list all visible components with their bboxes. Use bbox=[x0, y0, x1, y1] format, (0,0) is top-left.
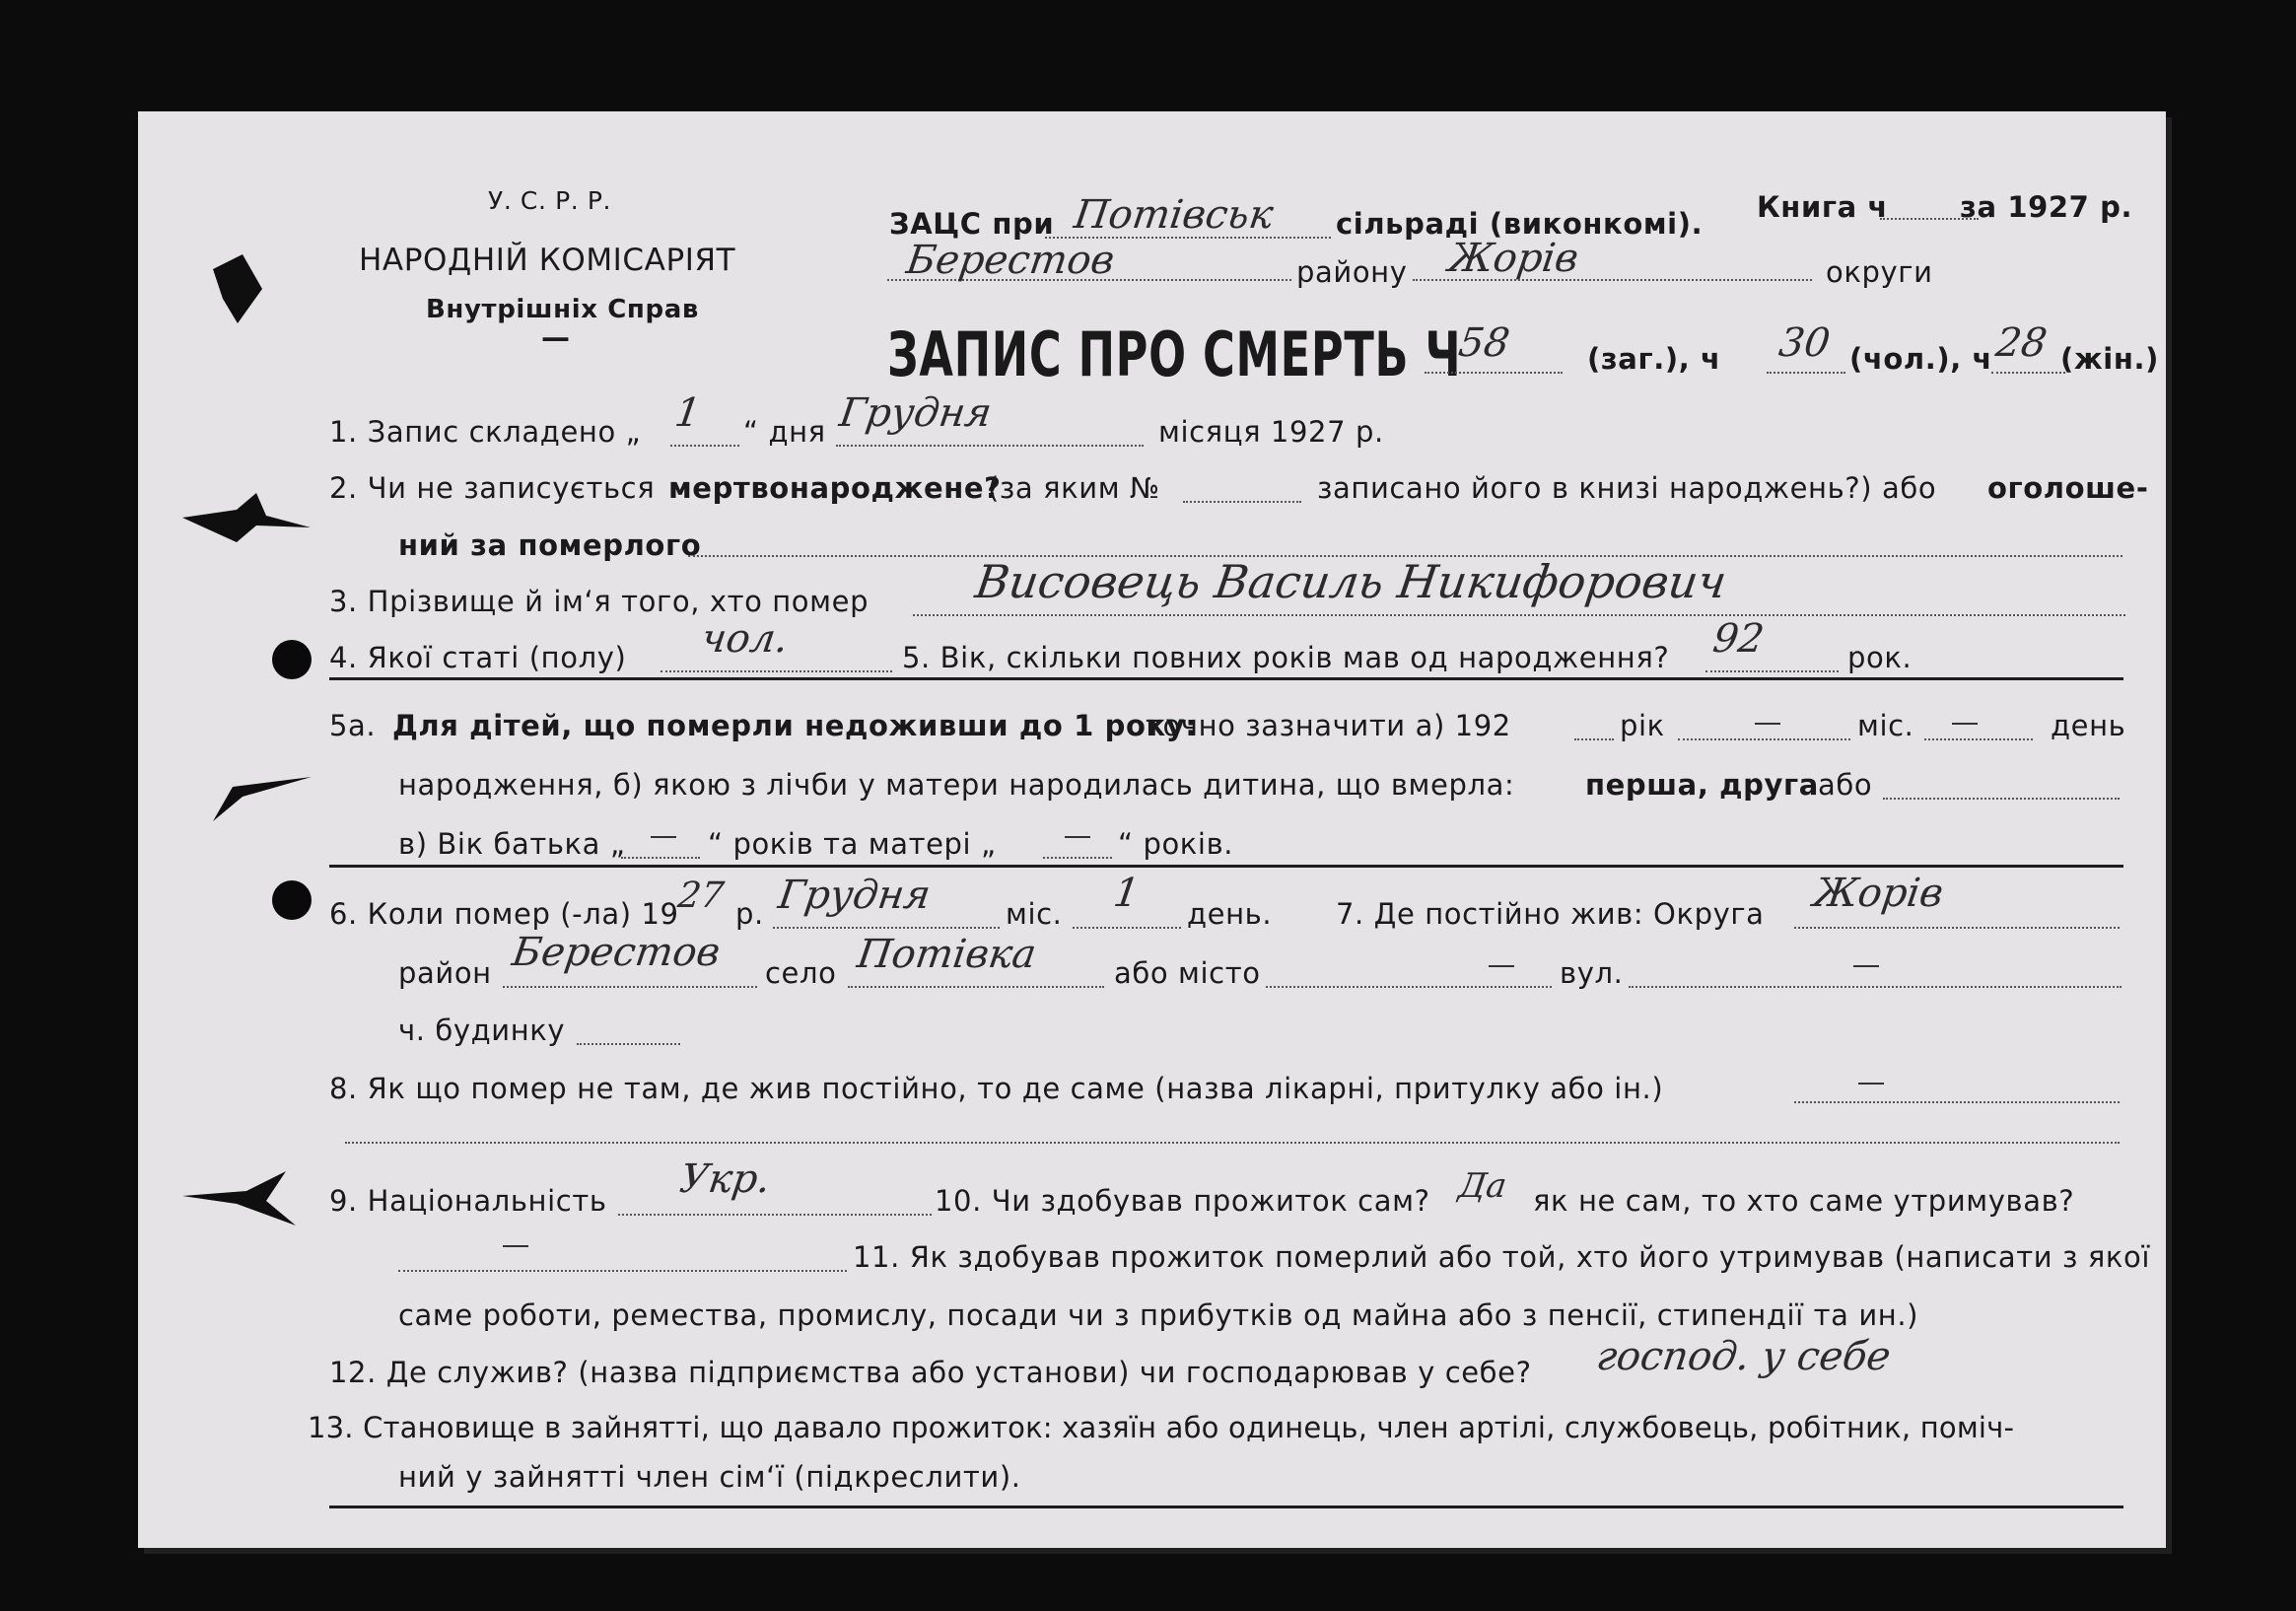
residence-selo: Потівка bbox=[854, 932, 1039, 977]
row1-label: 1. Запис складено „ bbox=[329, 415, 642, 449]
row13-cont: ний у зайнятті член сім‘ї (підкреслити). bbox=[398, 1460, 1021, 1494]
paper-tear-mark bbox=[177, 488, 315, 547]
row5a-infants: Для дітей, що померли недоживши до 1 року: bbox=[392, 709, 1198, 742]
row5a-birth-order: народження, б) якою з лічби у матери народилась дитина, що вмерла: bbox=[398, 768, 1515, 802]
age-value: 92 bbox=[1709, 616, 1768, 662]
selradi-label: сільраді (виконкомі). bbox=[1336, 207, 1704, 241]
book-label: Книга ч bbox=[1757, 190, 1888, 224]
okruha-label: округи bbox=[1826, 255, 1933, 289]
row11-cont: саме роботи, ремества, промислу, посади чи з прибутків од майна або з пенсії, стипендії та ин.) bbox=[398, 1298, 1919, 1332]
zags-value: Потівськ bbox=[1071, 192, 1277, 238]
row2-declared-cont: ний за померлого bbox=[398, 528, 702, 562]
row7-street-label: вул. bbox=[1560, 956, 1624, 990]
death-record-form bbox=[138, 111, 2166, 1548]
raion-label: району bbox=[1296, 255, 1408, 289]
row1-day: 1 bbox=[671, 390, 704, 436]
death-day: 1 bbox=[1110, 871, 1143, 916]
row5a-day: день bbox=[2051, 709, 2126, 742]
row5a-years: “ років. bbox=[1118, 827, 1234, 861]
ussr-label: У. С. Р. Р. bbox=[488, 186, 612, 215]
row1-day-label: “ дня bbox=[743, 415, 826, 449]
death-month: Грудня bbox=[775, 873, 934, 918]
row10-label: 10. Чи здобував прожиток сам? bbox=[935, 1184, 1430, 1218]
divider-rule bbox=[329, 1506, 2123, 1508]
internal-affairs-label: Внутрішніх Справ bbox=[426, 295, 699, 324]
paper-tear-mark bbox=[203, 767, 321, 826]
paper-tear-mark bbox=[177, 1166, 306, 1235]
nationality-value: Укр. bbox=[676, 1156, 774, 1202]
okruha-value: Жорів bbox=[1445, 236, 1581, 281]
row7-house-label: ч. будинку bbox=[398, 1014, 566, 1047]
row12-label: 12. Де служив? (назва підприємства або установи) чи господарював у себе? bbox=[329, 1356, 1532, 1389]
female-label: (жін.) bbox=[2060, 342, 2159, 376]
zags-prefix: ЗАЦС при bbox=[889, 207, 1055, 241]
row2-label: 2. Чи не записується bbox=[329, 471, 656, 505]
self-supporting-value: Да bbox=[1456, 1166, 1509, 1206]
row2-stillborn: мертвонароджене? bbox=[668, 471, 1002, 505]
punch-hole-top bbox=[272, 640, 312, 679]
sex-value: чол. bbox=[698, 616, 792, 662]
header-dash: — bbox=[541, 320, 571, 354]
row7-label: 7. Де постійно жив: Округа bbox=[1336, 897, 1765, 931]
row2-number-label: (за яким № bbox=[988, 471, 1160, 505]
total-label: (заг.), ч bbox=[1587, 342, 1721, 376]
row5-years-label: рок. bbox=[1847, 641, 1913, 674]
form-title: ЗАПИС ПРО СМЕРТЬ Ч bbox=[887, 318, 1462, 390]
row6-month-label: міс. bbox=[1006, 897, 1063, 931]
row11-label: 11. Як здобував прожиток померлий або той, хто його утримував (написати з якої bbox=[853, 1240, 2150, 1274]
paper-tear-mark bbox=[203, 249, 282, 328]
row7-raion-label: район bbox=[398, 956, 492, 990]
divider-rule bbox=[329, 677, 2123, 680]
occupation-value: господ. у себе bbox=[1593, 1334, 1894, 1379]
row6-year-label: р. bbox=[735, 897, 764, 931]
male-count: 30 bbox=[1775, 320, 1834, 366]
year-label: за 1927 р. bbox=[1960, 190, 2133, 224]
total-count: 58 bbox=[1455, 320, 1513, 366]
row9-label: 9. Національність bbox=[329, 1184, 607, 1218]
row5a-label: 5а. bbox=[329, 709, 377, 742]
female-count: 28 bbox=[1992, 320, 2051, 366]
deceased-name: Висовець Василь Никифорович bbox=[972, 555, 1730, 608]
row6-label: 6. Коли помер (-ла) 19 bbox=[329, 897, 679, 931]
residence-raion: Берестов bbox=[509, 930, 724, 975]
row1-month-label: місяця 1927 р. bbox=[1158, 415, 1384, 449]
commissariat-label: НАРОДНІЙ КОМІСАРІЯТ bbox=[359, 243, 736, 278]
row2-declared: оголоше- bbox=[1987, 471, 2149, 505]
death-year: 27 bbox=[675, 876, 727, 916]
row5a-month: міс. bbox=[1857, 709, 1914, 742]
row6-day-label: день. bbox=[1187, 897, 1273, 931]
row2-recorded-label: записано його в книзі народжень?) або bbox=[1317, 471, 1937, 505]
punch-hole-bottom bbox=[272, 880, 312, 920]
male-label: (чол.), ч bbox=[1849, 342, 1993, 376]
row7-selo-label: село bbox=[765, 956, 837, 990]
row5a-or: або bbox=[1818, 768, 1873, 802]
row1-month: Грудня bbox=[836, 390, 995, 436]
row7-city-label: або місто bbox=[1114, 956, 1261, 990]
row8-label: 8. Як що помер не там, де жив постійно, то де саме (назва лікарні, притулку або ін.) bbox=[329, 1072, 1664, 1105]
row5a-exact: точно зазначити а) 192 bbox=[1146, 709, 1511, 742]
row4-label: 4. Якої статі (полу) bbox=[329, 641, 627, 674]
row5a-father-age: в) Вік батька „ bbox=[398, 827, 626, 861]
row10-who-label: як не сам, то хто саме утримував? bbox=[1533, 1184, 2075, 1218]
row5a-first-second: перша, друга bbox=[1585, 768, 1819, 802]
raion-value: Берестов bbox=[903, 238, 1118, 283]
divider-rule bbox=[329, 865, 2123, 868]
row3-label: 3. Прізвище й ім‘я того, хто помер bbox=[329, 585, 870, 618]
row13-label: 13. Становище в зайнятті, що давало прожиток: хазяїн або одинець, член артілі, службовець, робітник, поміч- bbox=[308, 1411, 2015, 1444]
row5a-year: рік bbox=[1620, 709, 1665, 742]
row5-label: 5. Вік, скільки повних років мав од народження? bbox=[902, 641, 1670, 674]
row5a-mother-age: “ років та матері „ bbox=[708, 827, 997, 861]
residence-okruha: Жорів bbox=[1810, 871, 1946, 916]
